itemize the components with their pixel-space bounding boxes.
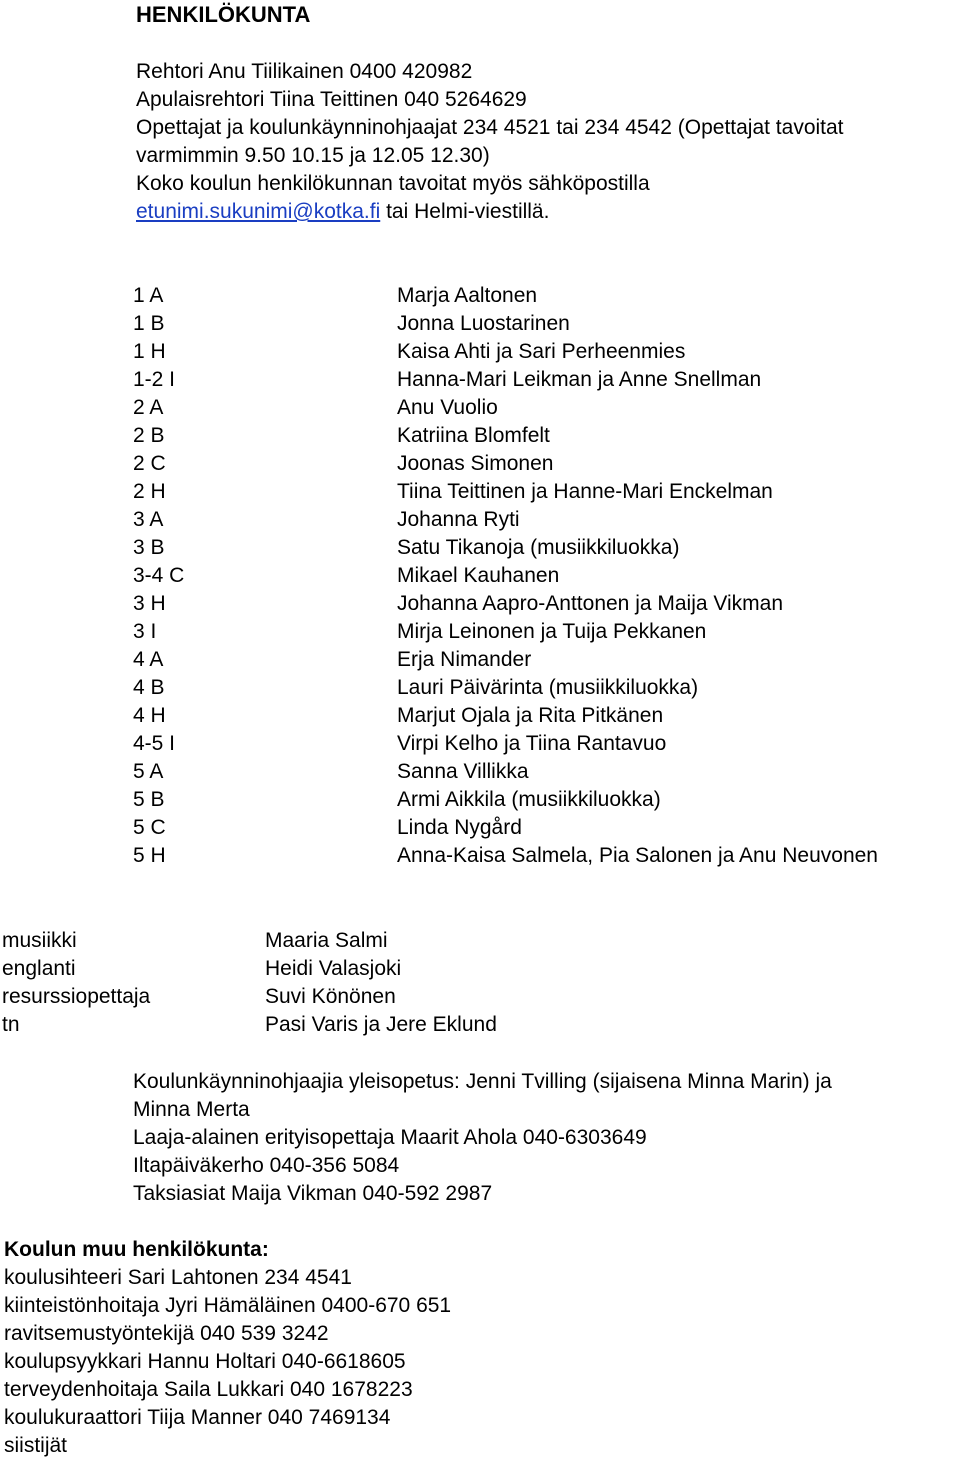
class-name: 4 B	[133, 676, 165, 699]
taxi-line: Taksiasiat Maija Vikman 040-592 2987	[133, 1182, 493, 1205]
class-name: 1-2 I	[133, 368, 176, 391]
class-teacher: Satu Tikanoja (musiikkiluokka)	[397, 536, 680, 559]
class-name: 5 H	[133, 844, 166, 867]
vice-principal-line: Apulaisrehtori Tiina Teittinen 040 5264629	[136, 88, 527, 111]
class-teacher: Hanna-Mari Leikman ja Anne Snellman	[397, 368, 762, 391]
subject-row	[0, 1011, 960, 1039]
class-row	[0, 506, 960, 534]
class-row	[0, 450, 960, 478]
other-staff-item: koulukuraattori Tiija Manner 040 7469134	[4, 1406, 391, 1429]
class-teacher: Katriina Blomfelt	[397, 424, 550, 447]
class-name: 4-5 I	[133, 732, 176, 755]
class-row	[0, 282, 960, 310]
class-name: 3 I	[133, 620, 157, 643]
class-name: 5 A	[133, 760, 164, 783]
afternoon-club-line: Iltapäiväkerho 040-356 5084	[133, 1154, 400, 1177]
class-teacher: Johanna Ryti	[397, 508, 520, 531]
class-teacher: Mirja Leinonen ja Tuija Pekkanen	[397, 620, 707, 643]
class-row	[0, 338, 960, 366]
class-teacher: Sanna Villikka	[397, 760, 529, 783]
class-name: 5 B	[133, 788, 165, 811]
class-row	[0, 562, 960, 590]
class-name: 2 C	[133, 452, 166, 475]
other-staff-item: kiinteistönhoitaja Jyri Hämäläinen 0400-670 651	[4, 1294, 452, 1317]
class-row	[0, 534, 960, 562]
subject-name: musiikki	[2, 929, 77, 952]
subject-teacher: Pasi Varis ja Jere Eklund	[265, 1013, 497, 1036]
assistants-line: Koulunkäynninohjaajia yleisopetus: Jenni Tvilling (sijaisena Minna Marin) ja	[133, 1070, 832, 1093]
class-name: 3 B	[133, 536, 165, 559]
class-name: 3 A	[133, 508, 164, 531]
class-name: 2 A	[133, 396, 164, 419]
class-name: 3 H	[133, 592, 166, 615]
subject-row	[0, 955, 960, 983]
class-teacher: Marja Aaltonen	[397, 284, 538, 307]
page-heading: HENKILÖKUNTA	[136, 2, 311, 27]
other-staff-item: koulusihteeri Sari Lahtonen 234 4541	[4, 1266, 352, 1289]
special-teacher-line: Laaja-alainen erityisopettaja Maarit Ahola 040-6303649	[133, 1126, 647, 1149]
subject-teacher: Suvi Könönen	[265, 985, 396, 1008]
class-teacher: Anna-Kaisa Salmela, Pia Salonen ja Anu Neuvonen	[397, 844, 878, 867]
class-name: 4 A	[133, 648, 164, 671]
class-teacher: Joonas Simonen	[397, 452, 554, 475]
other-staff-item: ravitsemustyöntekijä 040 539 3242	[4, 1322, 329, 1345]
reach-times-line: varmimmin 9.50 10.15 ja 12.05 12.30)	[136, 144, 490, 167]
class-name: 5 C	[133, 816, 166, 839]
assistants-line-cont: Minna Merta	[133, 1098, 250, 1121]
class-row	[0, 590, 960, 618]
info-block	[133, 1068, 832, 1208]
subject-teacher: Heidi Valasjoki	[265, 957, 402, 980]
class-row	[0, 702, 960, 730]
email-info-line: Koko koulun henkilökunnan tavoitat myös sähköpostilla	[136, 172, 650, 195]
class-name: 1 B	[133, 312, 165, 335]
email-link[interactable]: etunimi.sukunimi@kotka.fi	[136, 200, 381, 223]
class-name: 3-4 C	[133, 564, 185, 587]
class-row	[0, 786, 960, 814]
class-teacher: Mikael Kauhanen	[397, 564, 560, 587]
class-teacher: Marjut Ojala ja Rita Pitkänen	[397, 704, 664, 727]
email-line	[136, 198, 844, 226]
class-name: 4 H	[133, 704, 166, 727]
intro-block	[136, 58, 844, 226]
other-staff-item: terveydenhoitaja Saila Lukkari 040 1678223	[4, 1378, 413, 1401]
class-row	[0, 310, 960, 338]
class-row	[0, 366, 960, 394]
class-teacher: Armi Aikkila (musiikkiluokka)	[397, 788, 661, 811]
class-name: 1 H	[133, 340, 166, 363]
other-staff-item: koulupsyykkari Hannu Holtari 040-6618605	[4, 1350, 406, 1373]
class-row	[0, 394, 960, 422]
class-teacher: Jonna Luostarinen	[397, 312, 570, 335]
class-row	[0, 422, 960, 450]
class-row	[0, 618, 960, 646]
class-teacher: Tiina Teittinen ja Hanne-Mari Enckelman	[397, 480, 773, 503]
class-teacher: Johanna Aapro-Anttonen ja Maija Vikman	[397, 592, 784, 615]
class-name: 2 B	[133, 424, 165, 447]
class-teacher: Virpi Kelho ja Tiina Rantavuo	[397, 732, 667, 755]
subject-name: resurssiopettaja	[2, 985, 151, 1008]
class-name: 1 A	[133, 284, 164, 307]
class-teacher: Lauri Päivärinta (musiikkiluokka)	[397, 676, 699, 699]
class-row	[0, 730, 960, 758]
subject-name: tn	[2, 1013, 20, 1036]
class-row	[0, 758, 960, 786]
subject-name: englanti	[2, 957, 76, 980]
class-row	[0, 674, 960, 702]
class-row	[0, 814, 960, 842]
class-row	[0, 842, 960, 870]
principal-line: Rehtori Anu Tiilikainen 0400 420982	[136, 60, 473, 83]
class-teacher: Anu Vuolio	[397, 396, 498, 419]
other-staff-heading: Koulun muu henkilökunta:	[4, 1238, 269, 1261]
email-suffix: tai Helmi-viestillä.	[380, 200, 550, 223]
class-teacher: Kaisa Ahti ja Sari Perheenmies	[397, 340, 686, 363]
class-teacher: Linda Nygård	[397, 816, 522, 839]
subject-row	[0, 983, 960, 1011]
other-staff-list	[4, 1264, 451, 1460]
class-teacher: Erja Nimander	[397, 648, 532, 671]
class-name: 2 H	[133, 480, 166, 503]
subject-teacher: Maaria Salmi	[265, 929, 388, 952]
subject-row	[0, 927, 960, 955]
class-row	[0, 478, 960, 506]
other-staff-item: siistijät	[4, 1434, 68, 1457]
teachers-phone-line: Opettajat ja koulunkäynninohjaajat 234 4521 tai 234 4542 (Opettajat tavoitat	[136, 116, 844, 139]
class-row	[0, 646, 960, 674]
